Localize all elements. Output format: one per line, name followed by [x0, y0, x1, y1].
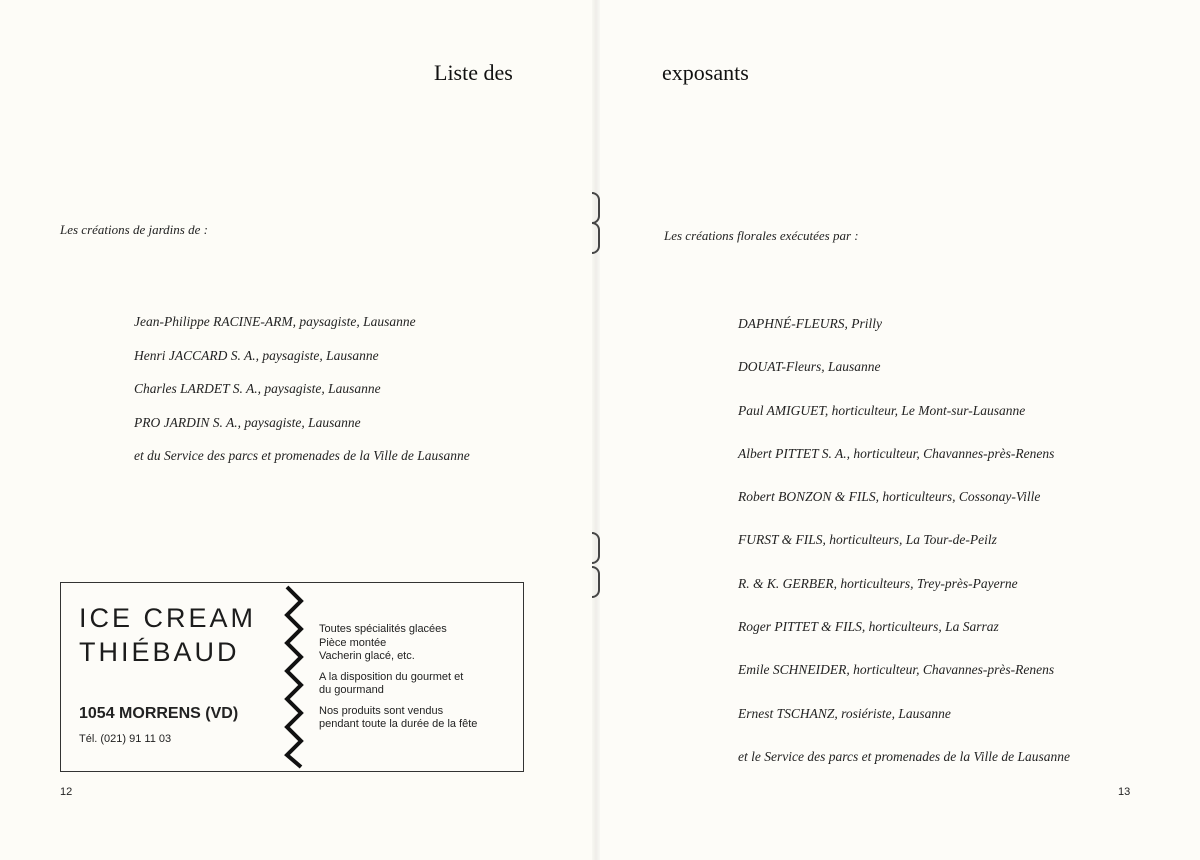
list-item: Jean-Philippe RACINE-ARM, paysagiste, Lausanne	[134, 314, 416, 329]
advert-line: Nos produits sont vendus	[319, 704, 444, 717]
floral-creations-heading: Les créations florales exécutées par :	[664, 228, 859, 243]
list-item: Robert BONZON & FILS, horticulteurs, Cossonay-Ville	[738, 489, 1041, 505]
list-item: Charles LARDET S. A., paysagiste, Lausanne	[134, 381, 381, 396]
book-spine	[592, 0, 600, 860]
staple-icon	[592, 566, 600, 598]
list-item: Ernest TSCHANZ, rosiériste, Lausanne	[738, 705, 951, 721]
list-item: et du Service des parcs et promenades de la Ville de Lausanne	[134, 448, 470, 463]
chevron-border-decoration	[283, 583, 305, 771]
advert-line: Toutes spécialités glacées	[319, 623, 447, 635]
advert-line: pendant toute la durée de la fête	[319, 718, 478, 730]
advert-phone: Tél. (021) 91 11 03	[79, 733, 172, 745]
list-item: Roger PITTET & FILS, horticulteurs, La Sarraz	[738, 619, 999, 635]
ice-cream-advert	[60, 582, 524, 772]
advert-company-name	[79, 601, 256, 669]
advert-line: du gourmand	[319, 684, 384, 696]
advert-name-line: ICE CREAM	[79, 603, 257, 633]
list-item: Albert PITTET S. A., horticulteur, Chavannes-près-Renens	[738, 445, 1055, 461]
advert-line: A la disposition du gourmet et	[319, 670, 464, 683]
list-item: Paul AMIGUET, horticulteur, Le Mont-sur-Lausanne	[738, 402, 1026, 418]
garden-exhibitor-list	[134, 314, 470, 482]
list-item: Emile SCHNEIDER, horticulteur, Chavannes-près-Renens	[738, 662, 1055, 678]
list-item: Henri JACCARD S. A., paysagiste, Lausanne	[134, 347, 379, 363]
advert-address: 1054 MORRENS (VD)	[79, 705, 239, 722]
title-right: exposants	[662, 60, 749, 85]
staple-icon	[592, 532, 600, 564]
list-item: PRO JARDIN S. A., paysagiste, Lausanne	[134, 414, 361, 430]
garden-creations-heading: Les créations de jardins de :	[60, 222, 208, 237]
advert-description	[319, 623, 477, 732]
list-item: et le Service des parcs et promenades de la Ville de Lausanne	[738, 748, 1071, 764]
floral-exhibitor-list	[738, 316, 1070, 792]
page-number-right: 13	[1118, 786, 1131, 798]
advert-line: Pièce montée	[319, 636, 387, 649]
list-item: DAPHNÉ-FLEURS, Prilly	[738, 316, 882, 331]
advert-name-line: THIÉBAUD	[79, 637, 240, 667]
list-item: DOUAT-Fleurs, Lausanne	[738, 359, 881, 375]
left-page	[0, 0, 596, 860]
list-item: R. & K. GERBER, horticulteurs, Trey-près-Payerne	[738, 575, 1018, 591]
staple-icon	[592, 192, 600, 224]
staple-icon	[592, 222, 600, 254]
page-number-left: 12	[60, 786, 73, 798]
advert-line: Vacherin glacé, etc.	[319, 650, 415, 662]
list-item: FURST & FILS, horticulteurs, La Tour-de-Peilz	[738, 532, 997, 548]
title-left: Liste des	[434, 60, 513, 85]
